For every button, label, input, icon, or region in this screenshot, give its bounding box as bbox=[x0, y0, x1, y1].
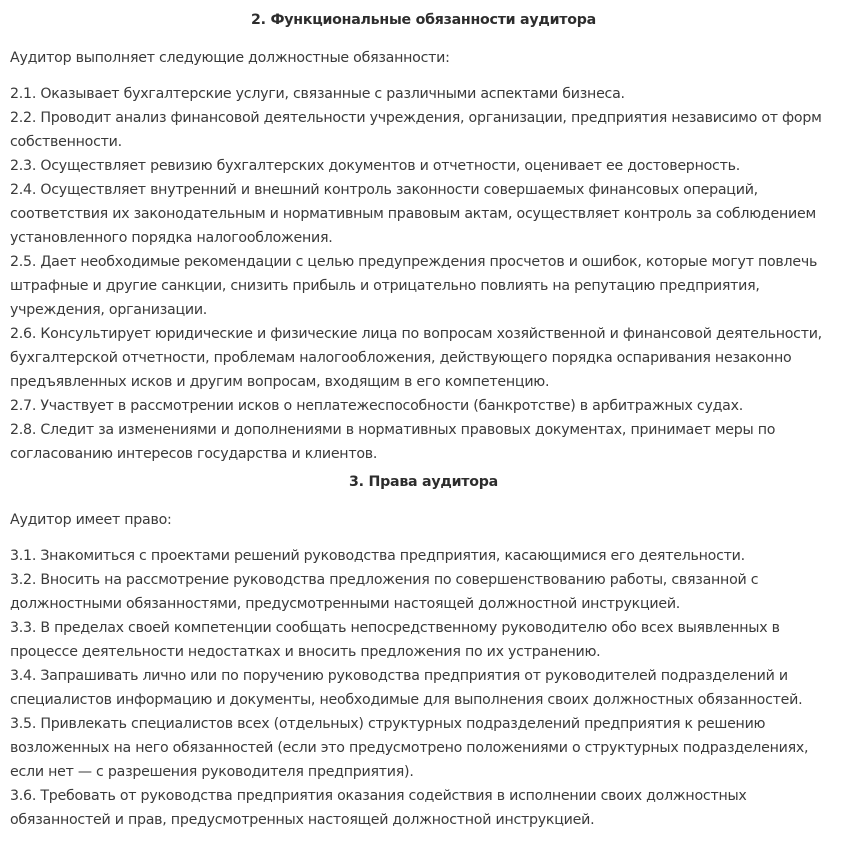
section-3-heading: 3. Права аудитора bbox=[349, 474, 498, 490]
list-item: 3.2. Вносить на рассмотрение руководства предложения по совершенствованию работы, связанной с должностными обязанностями, предусмотренными настоящей должностной инструкцией. bbox=[10, 572, 759, 612]
list-item: 3.4. Запрашивать лично или по поручению руководства предприятия от руководителей подразделений и специалистов информацию и документы, необходимые для выполнения своих должностных обязанностей. bbox=[10, 668, 803, 708]
list-item: 2.1. Оказывает бухгалтерские услуги, связанные с различными аспектами бизнеса. bbox=[10, 86, 625, 102]
list-item: 2.8. Следит за изменениями и дополнениями в нормативных правовых документах, принимает меры по согласованию интересов государства и клиентов. bbox=[10, 422, 776, 462]
list-item: 2.6. Консультирует юридические и физические лица по вопросам хозяйственной и финансовой деятельности, бухгалтерской отчетности, проблемам налогообложения, действующего порядка оспаривания незаконно предъявленных исков и другим вопросам, входящим в его компетенцию. bbox=[10, 326, 822, 390]
list-item: 3.1. Знакомиться с проектами решений руководства предприятия, касающимися его деятельности. bbox=[10, 548, 745, 564]
list-item: 2.7. Участвует в рассмотрении исков о неплатежеспособности (банкротстве) в арбитражных судах. bbox=[10, 398, 744, 414]
section-3-list bbox=[10, 544, 837, 832]
section-3-intro: Аудитор имеет право: bbox=[10, 512, 172, 528]
list-item: 3.5. Привлекать специалистов всех (отдельных) структурных подразделений предприятия к решению возложенных на него обязанностей (если это предусмотрено положениями о структурных подразделениях, если нет — с разрешения руководителя предприятия). bbox=[10, 716, 809, 780]
list-item: 2.2. Проводит анализ финансовой деятельности учреждения, организации, предприятия независимо от форм собственности. bbox=[10, 110, 822, 150]
list-item: 3.6. Требовать от руководства предприятия оказания содействия в исполнении своих должностных обязанностей и прав, предусмотренных настоящей должностной инструкцией. bbox=[10, 788, 747, 828]
list-item: 2.3. Осуществляет ревизию бухгалтерских документов и отчетности, оценивает ее достоверность. bbox=[10, 158, 740, 174]
section-2-intro: Аудитор выполняет следующие должностные обязанности: bbox=[10, 50, 450, 66]
list-item: 2.5. Дает необходимые рекомендации с целью предупреждения просчетов и ошибок, которые могут повлечь штрафные и другие санкции, снизить прибыль и отрицательно повлиять на репутацию предприятия, учреждения, организации. bbox=[10, 254, 818, 318]
list-item: 2.4. Осуществляет внутренний и внешний контроль законности совершаемых финансовых операций, соответствия их законодательным и нормативным правовым актам, осуществляет контроль за соблюдением установленного порядка налогообложения. bbox=[10, 182, 816, 246]
section-2-heading: 2. Функциональные обязанности аудитора bbox=[251, 12, 596, 28]
section-2-list bbox=[10, 82, 837, 466]
list-item: 3.3. В пределах своей компетенции сообщать непосредственному руководителю обо всех выявленных в процессе деятельности недостатках и вносить предложения по их устранению. bbox=[10, 620, 780, 660]
